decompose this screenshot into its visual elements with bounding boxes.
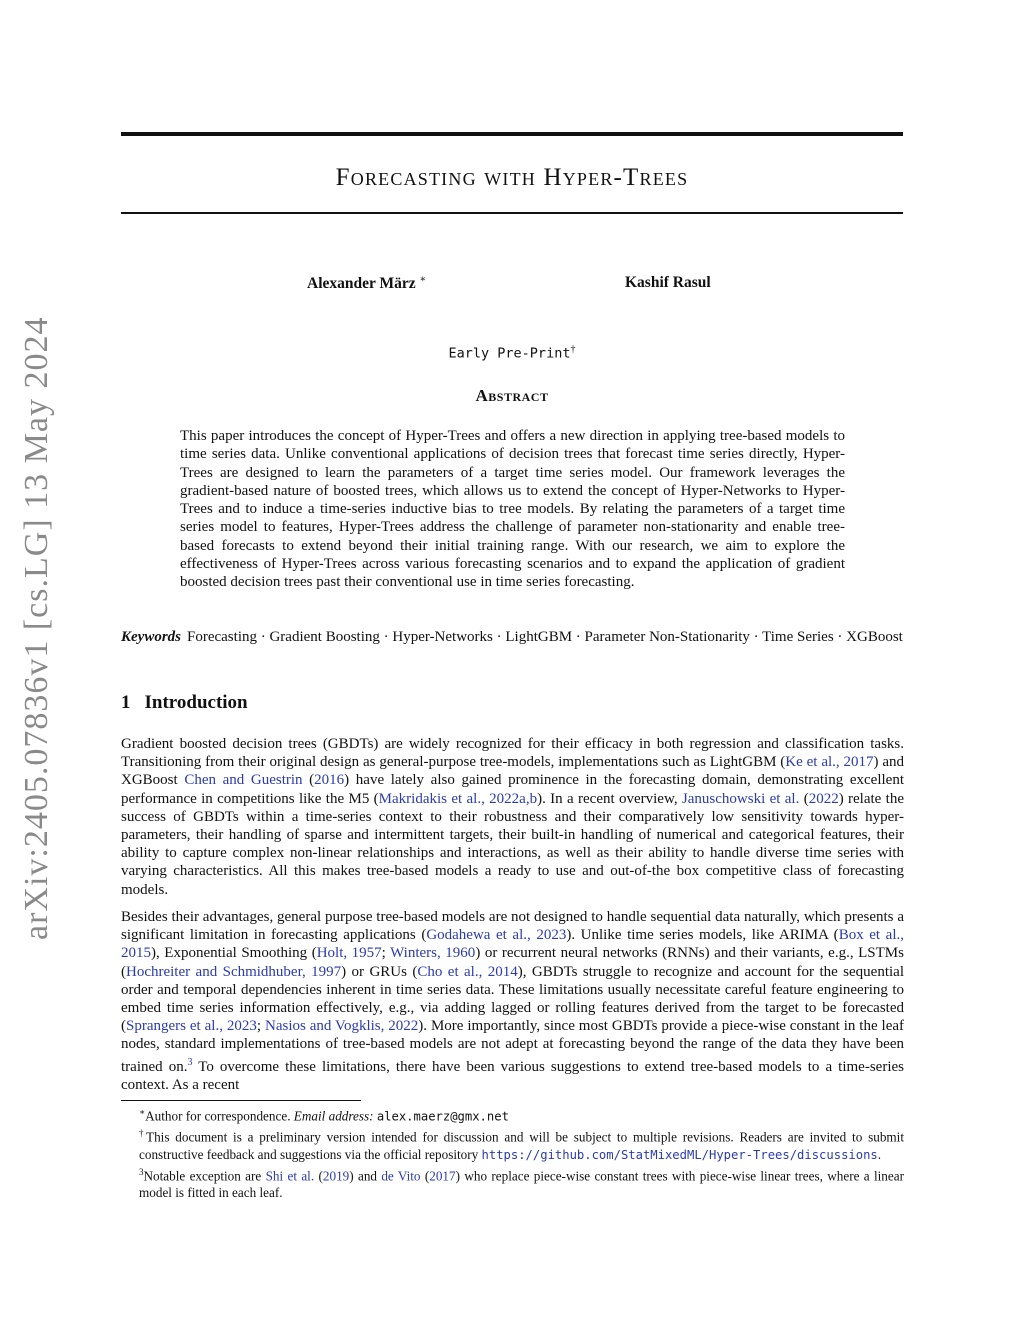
footnotes [121, 1104, 904, 1201]
footnote-mark-3[interactable]: 3 [187, 1056, 193, 1068]
intro-paragraph-2: Besides their advantages, general purpose tree-based models are not designed to handle sequential data naturally, which presents a significant limitation in forecasting applications (Godahewa et al., 2023). Unlike time series models, like ARIMA (Box et al., 2015), Exponential Smoothing (Holt, 1957; Winters, 1960) or recurrent neural networks (RNNs) and their variants, e.g., LSTMs (Hochreiter and Schmidhuber, 1997) or GRUs (Cho et al., 2014), GBDTs struggle to recognize and account for the sequential order and temporal dependencies inherent in time series data. These limitations usually necessitate careful feature engineering to embed time series information effectively, e.g., via adding lagged or rolling features derived from the target to be forecasted (Sprangers et al., 2023; Nasios and Vogklis, 2022). More importantly, since most GBDTs provide a piece-wise constant in the leaf nodes, standard implementations of tree-based models are not adept at forecasting beyond the range of the data they have been trained on.$^3$ To overcome these limitations, there have been various suggestions to extend tree-based models to a time-series context. As a recent [121, 909, 905, 1093]
abstract-heading: Abstract [475, 386, 549, 405]
author-name: Kashif Rasul [625, 274, 711, 291]
keywords-label: Keywords [121, 629, 181, 645]
author-footnote-mark[interactable]: ∗ [419, 274, 427, 285]
citation-godahewa-2023[interactable]: Godahewa et al., 2023 [426, 927, 567, 944]
citation-januschowski[interactable]: Januschowski et al. [681, 790, 800, 807]
footnote-1: ∗Author for correspondence. Email address: alex.maerz@gmx.net [139, 1107, 509, 1124]
citation-ke-2017[interactable]: Ke et al., 2017 [785, 754, 874, 771]
arxiv-identifier: arXiv:2405.07836v1 [cs.LG] 13 May 2024 [18, 316, 55, 940]
citation-shi-year[interactable]: 2019 [322, 1168, 350, 1184]
abstract-text: This paper introduces the concept of Hyper-Trees and offers a new direction in applying tree-based models to time series data. Unlike conventional applications of decision trees that forecast time series directly, Hyper-Trees are designed to learn the parameters of a target time series model. Our framework leverages the gradient-based nature of boosted trees, which allows us to extend the concept of Hyper-Networks to Hyper-Trees and to induce a time-series inductive bias to tree models. By relating the parameters of a target time series model to features, Hyper-Trees address the challenge of parameter non-stationarity and enable tree-based forecasts to extend beyond their initial training range. With our research, we aim to explore the effectiveness of Hyper-Trees across various forecasting scenarios and to expand the application of gradient boosted decision trees past their conventional use in time series forecasting. [180, 428, 845, 591]
citation-nasios-2022[interactable]: Nasios and Vogklis, 2022 [265, 1018, 419, 1035]
citation-holt-1957[interactable]: Holt, 1957 [316, 945, 382, 962]
preprint-text: Early Pre-Print [448, 345, 571, 362]
author-rasul [625, 274, 711, 292]
citation-makridakis-2022[interactable]: Makridakis et al., 2022a,b [378, 790, 538, 807]
citation-januschowski-year[interactable]: 2022 [808, 790, 839, 807]
preprint-label [0, 344, 1024, 362]
author-name: Alexander März [307, 275, 416, 293]
citation-de-vito[interactable]: de Vito [381, 1168, 421, 1184]
section-number: 1 [121, 692, 131, 713]
section-title: Introduction [144, 692, 248, 713]
footnote-2: †This document is a preliminary version intended for discussion and will be subject to multiple revisions. Readers are invited to submit constructive feedback and suggestions via the official repository https://github.com/StatMixedML/Hyper-Trees/discussions. [139, 1128, 905, 1162]
paper-title: Forecasting with Hyper-Trees [335, 164, 689, 191]
citation-shi[interactable]: Shi et al. [265, 1168, 315, 1184]
citation-sprangers-2023[interactable]: Sprangers et al., 2023 [126, 1018, 257, 1035]
keywords-list: Forecasting · Gradient Boosting · Hyper-Networks · LightGBM · Parameter Non-Stationarity · Time Series · XGBoost [187, 629, 903, 645]
title-rule-bottom [121, 212, 903, 214]
author-marz [307, 274, 426, 293]
footnote-rule [121, 1100, 361, 1101]
citation-box-2015[interactable]: Box et al., 2015 [121, 927, 904, 962]
keywords [121, 628, 904, 647]
preprint-footnote-mark[interactable]: † [570, 344, 576, 355]
footnote-3: $^3$Notable exception are Shi et al. (2019) and de Vito (2017) who replace piece-wise constant trees with piece-wise linear trees, where a linear model is fitted in each leaf. [139, 1166, 904, 1201]
repository-link[interactable]: https://github.com/StatMixedML/Hyper-Trees/discussions [481, 1147, 878, 1162]
intro-paragraph-1: Gradient boosted decision trees (GBDTs) are widely recognized for their efficacy in both regression and classification tasks. Transitioning from their original design as general-purpose tree-models, implementations such as LightGBM (Ke et al., 2017) and XGBoost Chen and Guestrin (2016) have lately also gained prominence in the forecasting domain, demonstrating excellent performance in competitions like the M5 (Makridakis et al., 2022a,b). In a recent overview, Januschowski et al. (2022) relate the success of GBDTs within a time-series context to their robustness and their comparatively low sensitivity towards hyper-parameters, their handling of sparse and intermittent targets, their built-in handling of numerical and categorical features, their ability to capture complex non-linear relationships and interactions, as well as their ability to handle diverse time series with varying characteristics. All this makes tree-based models a ready to use and out-of-the box competitive class of forecasting models. [121, 736, 905, 898]
citation-hochreiter-1997[interactable]: Hochreiter and Schmidhuber, 1997 [126, 963, 342, 980]
author-email[interactable]: alex.maerz@gmx.net [376, 1109, 509, 1124]
citation-chen-guestrin[interactable]: Chen and Guestrin [184, 772, 303, 789]
citation-winters-1960[interactable]: Winters, 1960 [390, 945, 476, 962]
citation-cho-2014[interactable]: Cho et al., 2014 [417, 963, 518, 980]
section-heading-introduction [121, 692, 248, 714]
citation-de-vito-year[interactable]: 2017 [429, 1168, 456, 1184]
citation-chen-guestrin-year[interactable]: 2016 [314, 772, 345, 789]
title-rule-top [121, 132, 903, 136]
